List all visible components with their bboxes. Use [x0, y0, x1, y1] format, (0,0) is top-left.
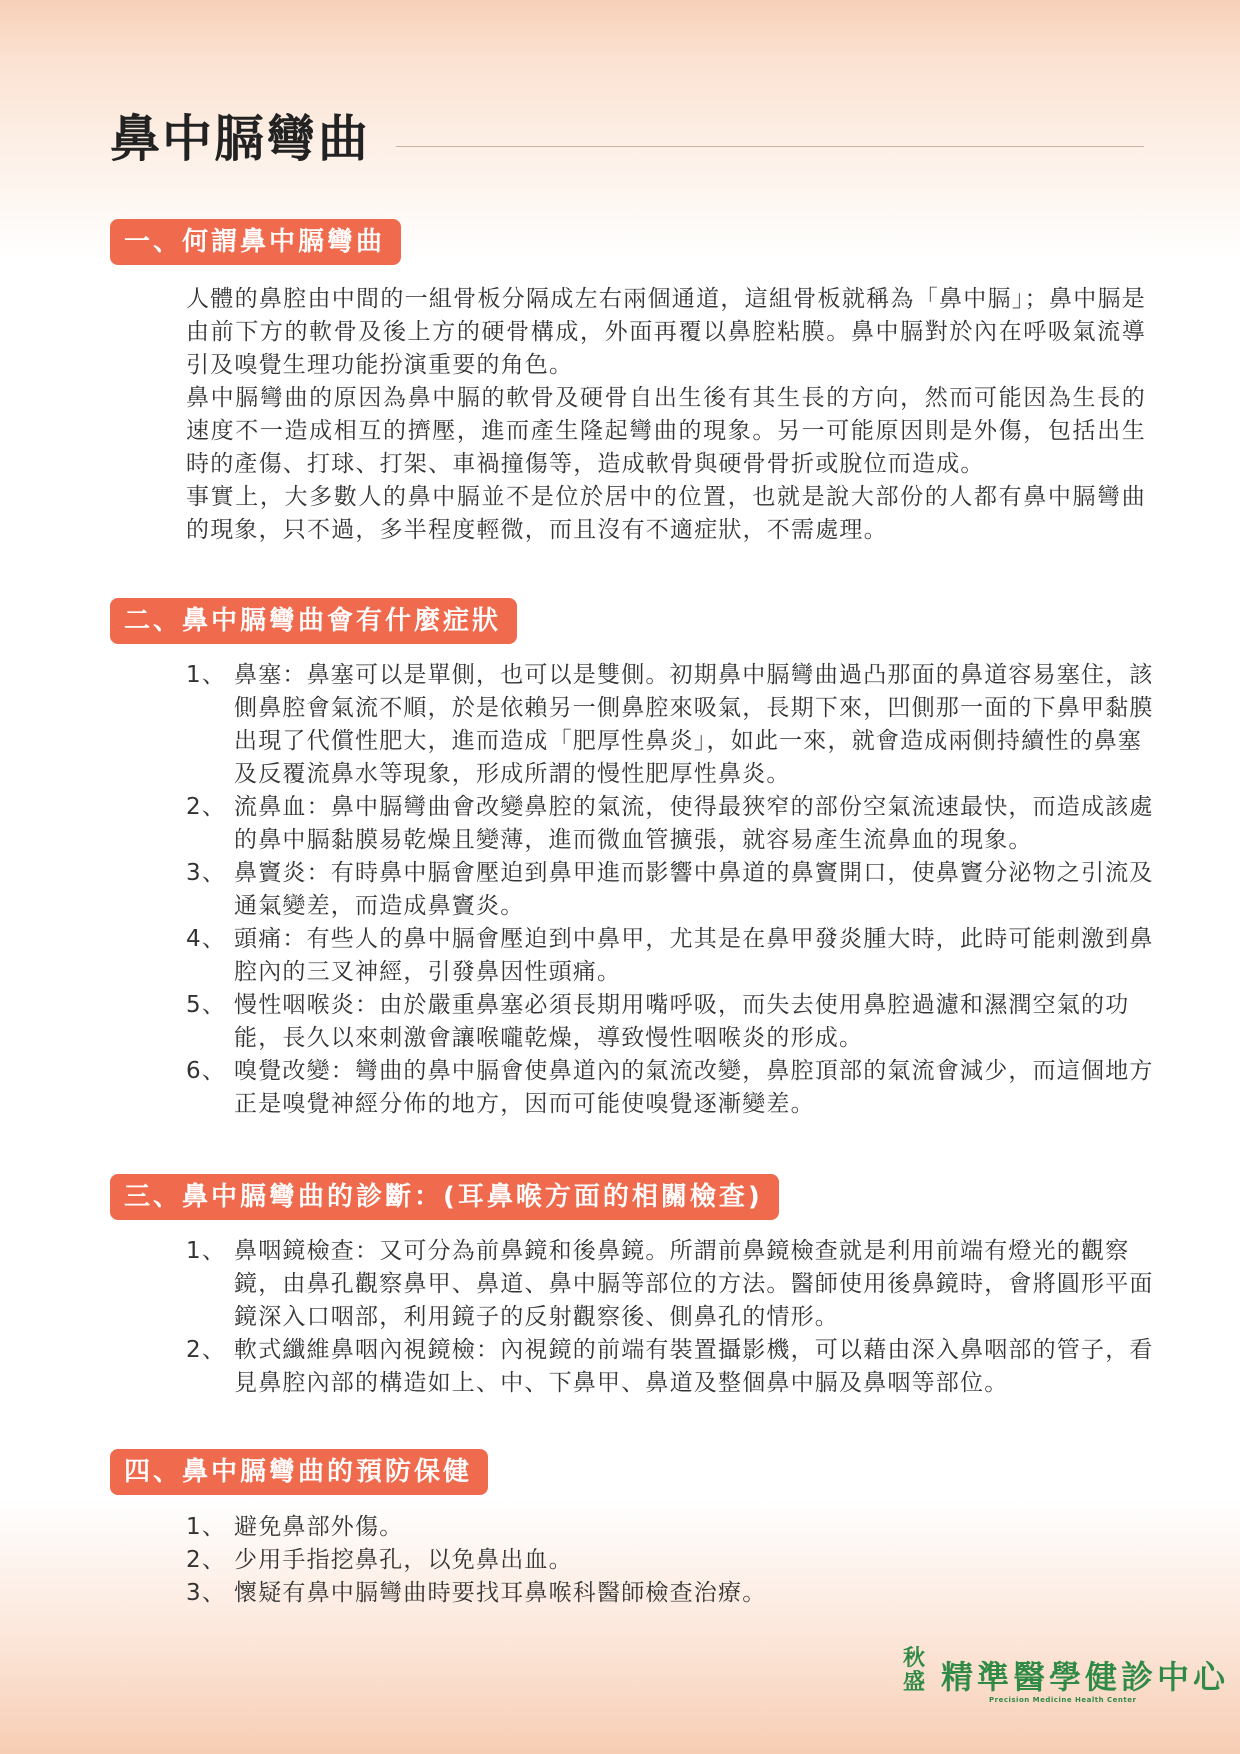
list-item [186, 1544, 1161, 1577]
list-item [186, 857, 1161, 923]
list-number: 3、 [186, 1580, 227, 1606]
list-text: 流鼻血：鼻中膈彎曲會改變鼻腔的氣流，使得最狹窄的部份空氣流速最快，而造成該處的鼻中膈黏膜易乾燥且變薄，進而微血管擴張，就容易產生流鼻血的現象。 [234, 794, 1154, 853]
paragraph: 鼻中膈彎曲的原因為鼻中膈的軟骨及硬骨自出生後有其生長的方向，然而可能因為生長的速度不一造成相互的擠壓，進而產生隆起彎曲的現象。另一可能原因則是外傷，包括出生時的產傷、打球、打架、車禍撞傷等，造成軟骨與硬骨骨折或脫位而造成。 [186, 385, 1146, 477]
logo-name: 精準醫學健診中心 [941, 1658, 1230, 1696]
section-heading-diagnosis: 三、鼻中膈彎曲的診斷：(耳鼻喉方面的相關檢查) [110, 1174, 779, 1220]
prevention-list [186, 1511, 1161, 1610]
list-number: 2、 [186, 1337, 227, 1363]
list-item [186, 659, 1161, 791]
list-text: 嗅覺改變：彎曲的鼻中膈會使鼻道內的氣流改變，鼻腔頂部的氣流會減少，而這個地方正是嗅覺神經分佈的地方，因而可能使嗅覺逐漸變差。 [234, 1058, 1154, 1117]
list-item [186, 791, 1161, 857]
list-number: 5、 [186, 992, 227, 1018]
list-item [186, 923, 1161, 989]
section-heading-symptoms: 二、鼻中膈彎曲會有什麼症狀 [110, 598, 517, 644]
list-text: 少用手指挖鼻孔，以免鼻出血。 [234, 1547, 573, 1573]
logo-subtitle: Precision Medicine Health Center [989, 1696, 1137, 1704]
list-text: 鼻塞：鼻塞可以是單側，也可以是雙側。初期鼻中膈彎曲過凸那面的鼻道容易塞住，該側鼻腔會氣流不順，於是依賴另一側鼻腔來吸氣，長期下來，凹側那一面的下鼻甲黏膜出現了代償性肥大，進而造成「肥厚性鼻炎」，如此一來，就會造成兩側持續性的鼻塞及反覆流鼻水等現象，形成所謂的慢性肥厚性鼻炎。 [234, 662, 1154, 787]
list-text: 頭痛：有些人的鼻中膈會壓迫到中鼻甲，尤其是在鼻甲發炎腫大時，此時可能刺激到鼻腔內的三叉神經，引發鼻因性頭痛。 [234, 926, 1154, 985]
paragraph: 人體的鼻腔由中間的一組骨板分隔成左右兩個通道，這組骨板就稱為「鼻中膈」；鼻中膈是由前下方的軟骨及後上方的硬骨構成，外面再覆以鼻腔粘膜。鼻中膈對於內在呼吸氣流導引及嗅覺生理功能扮演重要的角色。 [186, 286, 1146, 378]
symptom-list [186, 659, 1161, 1121]
list-number: 2、 [186, 1547, 227, 1573]
clinic-logo [903, 1645, 1230, 1720]
list-text: 鼻竇炎：有時鼻中膈會壓迫到鼻甲進而影響中鼻道的鼻竇開口，使鼻竇分泌物之引流及通氣變差，而造成鼻竇炎。 [234, 860, 1154, 919]
section-heading-prevention: 四、鼻中膈彎曲的預防保健 [110, 1449, 488, 1495]
list-item [186, 1334, 1161, 1400]
list-number: 1、 [186, 662, 227, 688]
list-text: 慢性咽喉炎：由於嚴重鼻塞必須長期用嘴呼吸，而失去使用鼻腔過濾和濕潤空氣的功能，長久以來刺激會讓喉嚨乾燥，導致慢性咽喉炎的形成。 [234, 992, 1130, 1051]
section-body-definition [186, 283, 1146, 547]
list-number: 2、 [186, 794, 227, 820]
list-text: 懷疑有鼻中膈彎曲時要找耳鼻喉科醫師檢查治療。 [234, 1580, 767, 1606]
list-item [186, 1055, 1161, 1121]
section-heading-definition: 一、何謂鼻中膈彎曲 [110, 219, 401, 265]
list-item [186, 1235, 1161, 1334]
list-item [186, 1577, 1161, 1610]
list-text: 避免鼻部外傷。 [234, 1514, 404, 1540]
list-number: 1、 [186, 1238, 227, 1264]
diagnosis-list [186, 1235, 1161, 1400]
list-number: 3、 [186, 860, 227, 886]
page-title: 鼻中膈彎曲 [110, 110, 370, 168]
list-number: 1、 [186, 1514, 227, 1540]
list-number: 4、 [186, 926, 227, 952]
logo-mark: 秋盛 [903, 1645, 926, 1695]
paragraph: 事實上，大多數人的鼻中膈並不是位於居中的位置，也就是說大部份的人都有鼻中膈彎曲的現象，只不過，多半程度輕微，而且沒有不適症狀，不需處理。 [186, 484, 1146, 543]
list-number: 6、 [186, 1058, 227, 1084]
list-text: 軟式纖維鼻咽內視鏡檢：內視鏡的前端有裝置攝影機，可以藉由深入鼻咽部的管子，看見鼻腔內部的構造如上、中、下鼻甲、鼻道及整個鼻中膈及鼻咽等部位。 [234, 1337, 1154, 1396]
title-divider [396, 146, 1144, 147]
list-item [186, 989, 1161, 1055]
list-item [186, 1511, 1161, 1544]
list-text: 鼻咽鏡檢查：又可分為前鼻鏡和後鼻鏡。所謂前鼻鏡檢查就是利用前端有燈光的觀察鏡，由鼻孔觀察鼻甲、鼻道、鼻中膈等部位的方法。醫師使用後鼻鏡時，會將圓形平面鏡深入口咽部，利用鏡子的反射觀察後、側鼻孔的情形。 [234, 1238, 1154, 1330]
